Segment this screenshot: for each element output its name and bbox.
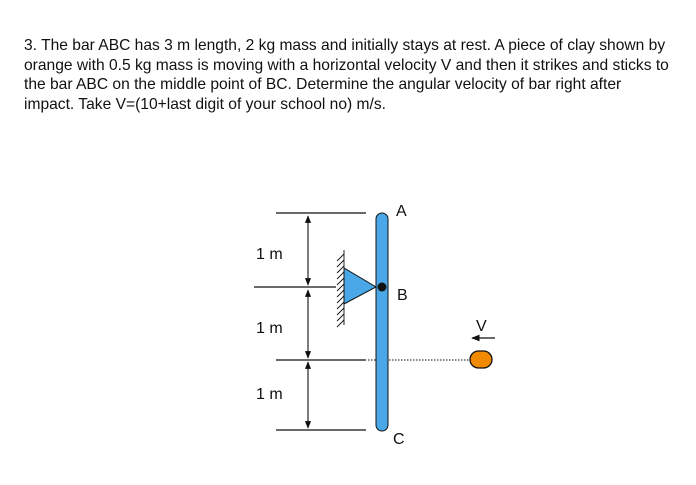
pin-b — [378, 283, 387, 292]
velocity-label: V — [476, 318, 487, 335]
problem-text: The bar ABC has 3 m length, 2 kg mass and initially stays at rest. A piece of clay shown by orange with 0.5 kg mass is moving with a horizontal velocity V and then it strikes and sticks to the bar ABC on the middle point of BC. Determine the angular velocity of bar right after impact. Take V=(10+last digit of your school no) m/s. — [24, 37, 669, 113]
label-b: B — [397, 287, 408, 304]
label-c: C — [393, 431, 405, 448]
dimension-label-3: 1 m — [256, 386, 283, 403]
bar-abc — [376, 213, 388, 431]
problem-number: 3. — [24, 37, 38, 54]
label-a: A — [396, 203, 407, 220]
wall-support — [337, 250, 344, 327]
clay-piece — [470, 351, 492, 368]
pivot-support — [344, 268, 376, 304]
dimension-label-1: 1 m — [256, 246, 283, 263]
dimension-label-2: 1 m — [256, 320, 283, 337]
